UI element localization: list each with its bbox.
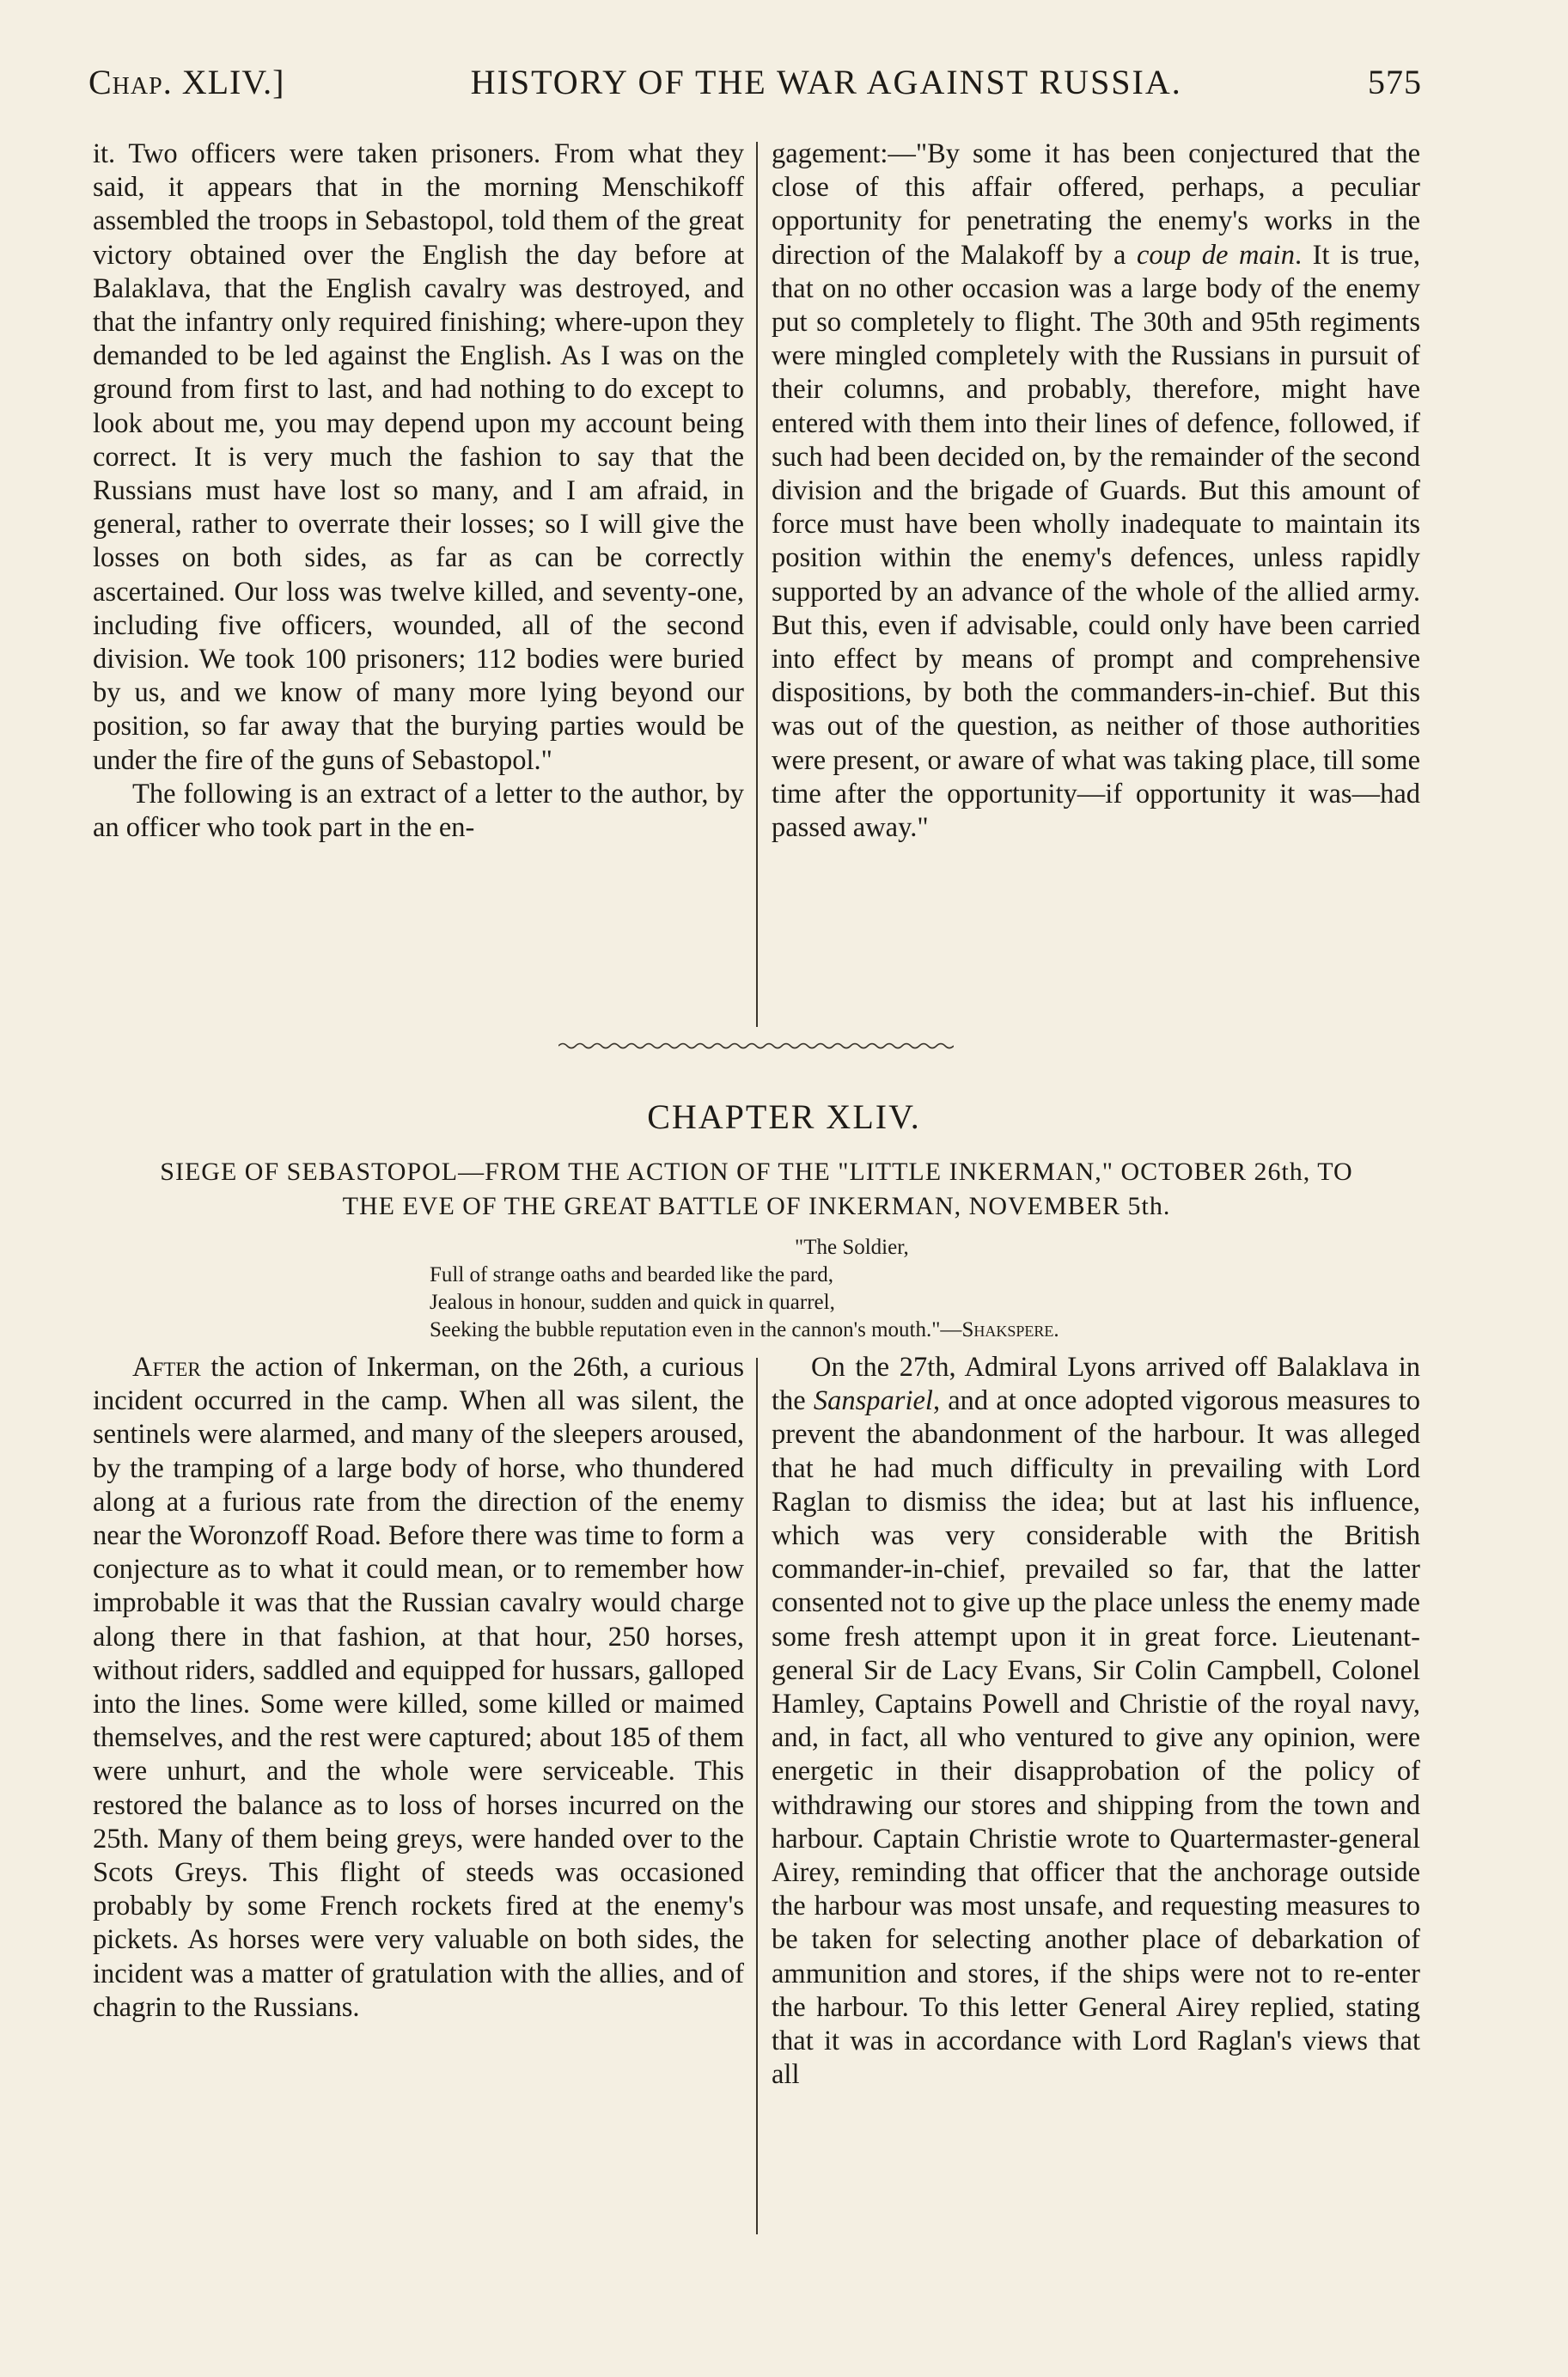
epigraph-line: "The Soldier,: [795, 1236, 909, 1259]
paragraph: [772, 1351, 1420, 2092]
paragraph: [772, 137, 1420, 845]
paragraph: it. Two officers were taken prisoners. From what they said, it appears that in the morning Menschikoff assembled the troops in Sebastopol, told them of the great victory obtained over the English the day before at Balaklava, that the English cavalry was destroyed, and that the infantry only required finishing; where-upon they demanded to be led against the English. As I was on the ground from first to last, and had nothing to do except to look about me, you may depend upon my account being correct. It is very much the fashion to say that the Russians must have lost so many, and I am afraid, in general, rather to overrate their losses; so I will give the losses on both sides, as far as can be correctly ascertained. Our loss was twelve killed, and seventy-one, including five officers, wounded, all of the second division. We took 100 prisoners; 112 bodies were buried by us, and we know of many more lying beyond our position, so far away that the burying parties would be under the fire of the guns of Sebastopol.": [93, 138, 744, 776]
italic-run: coup de main: [1136, 239, 1295, 271]
epigraph-line: Full of strange oaths and bearded like the pard,: [430, 1263, 833, 1286]
epigraph-text: Seeking the bubble reputation even in the cannon's mouth."—: [430, 1318, 962, 1341]
bottom-right-column: [772, 1351, 1420, 2092]
paragraph: The following is an extract of a letter to the author, by an officer who took part in the en-: [93, 778, 744, 844]
chapter-title: CHAPTER XLIV.: [647, 1097, 921, 1136]
column-divider: [756, 1358, 758, 2234]
text-run: , and at once adopted vigorous measures to prevent the abandonment of the harbour. It was alleged that he had much difficulty in prevailing with Lord Raglan to dismiss the idea; but at last his influence, which was very considerable with the British commander-in-chief, prevailed so far, that the latter consented not to give up the place unless the enemy made some fresh attempt upon it in great force. Lieutenant-general Sir de Lacy Evans, Sir Colin Campbell, Colonel Hamley, Captains Powell and Christie of the royal navy, and, in fact, all who ventured to give any opinion, were energetic in their disapprobation of the policy of withdrawing our stores and shipping from the town and harbour. Captain Christie wrote to Quartermaster-general Airey, reminding that officer that the anchorage outside the harbour was most unsafe, and requesting measures to be taken for selecting another place of debarkation of ammunition and stores, if the ships were not to re-enter the harbour. To this letter General Airey replied, stating that it was in accordance with Lord Raglan's views that all: [772, 1385, 1420, 2091]
text-run: . It is true, that on no other occasion was a large body of the enemy put so completely to flight. The 30th and 95th regiments were mingled completely with the Russians in pursuit of their columns, and probably, therefore, might have entered with them into their lines of defence, followed, if such had been decided on, by the remainder of the second division and the brigade of Guards. But this amount of force must have been wholly inadequate to maintain its position within the enemy's defences, unless rapidly supported by an advance of the whole of the allied army. But this, even if advisable, could only have been carried into effect by means of prompt and comprehensive dispositions, by both the commanders-in-chief. But this was out of the question, as neither of those authorities were present, or aware of what was taking place, till some time after the opportunity—if opportunity it was—had passed away.": [772, 239, 1420, 844]
epigraph-author: Shakspere.: [961, 1318, 1059, 1341]
paragraph: [93, 1351, 744, 2025]
page-number: 575: [1368, 63, 1422, 101]
text-run: On the 27th, Admiral Lyons arrived off Balaklava in the: [772, 1352, 1420, 1417]
text-run: gagement:—"By some it has been conjectured that the close of this affair offered, perhaps, a peculiar opportunity for penetrating the enemy's works in the direction of the Malakoff by a: [772, 138, 1420, 271]
running-title: HISTORY OF THE WAR AGAINST RUSSIA.: [470, 63, 1182, 101]
column-divider: [756, 142, 758, 1027]
subtitle-line: THE EVE OF THE GREAT BATTLE OF INKERMAN, NOVEMBER 5th.: [342, 1192, 1171, 1220]
opening-word: After: [132, 1352, 201, 1383]
ornamental-rule: [558, 1040, 954, 1052]
subtitle-line: SIEGE OF SEBASTOPOL—FROM THE ACTION OF THE "LITTLE INKERMAN," OCTOBER 26th, TO: [160, 1158, 1353, 1186]
running-header: [88, 62, 1422, 102]
epigraph: [430, 1234, 1340, 1344]
top-right-column: [772, 137, 1420, 845]
bottom-left-column: [93, 1351, 744, 2025]
text-run: the action of Inkerman, on the 26th, a curious incident occurred in the camp. When all was silent, the sentinels were alarmed, and many of the sleepers aroused, by the tramping of a large body of horse, who thundered along at a furious rate from the direction of the enemy near the Woronzoff Road. Before there was time to form a conjecture as to what it could mean, or to remember how improbable it was that the Russian cavalry would charge along there in that fashion, at that hour, 250 horses, without riders, saddled and equipped for hussars, galloped into the lines. Some were killed, some killed or maimed themselves, and the rest were captured; about 185 of them were unhurt, and the whole were serviceable. This restored the balance as to loss of horses incurred on the 25th. Many of them being greys, were handed over to the Scots Greys. This flight of steeds was occasioned probably by some French rockets fired at the enemy's pickets. As horses were very valuable on both sides, the incident was a matter of gratulation with the allies, and of chagrin to the Russians.: [93, 1352, 744, 2023]
chapter-subtitle: [93, 1155, 1420, 1224]
epigraph-line: Jealous in honour, sudden and quick in quarrel,: [430, 1291, 835, 1314]
top-left-column: [93, 137, 744, 845]
chapter-marker: Chap. XLIV.]: [88, 63, 285, 101]
italic-run: Sanspariel: [813, 1385, 933, 1417]
epigraph-line: [430, 1317, 1340, 1344]
